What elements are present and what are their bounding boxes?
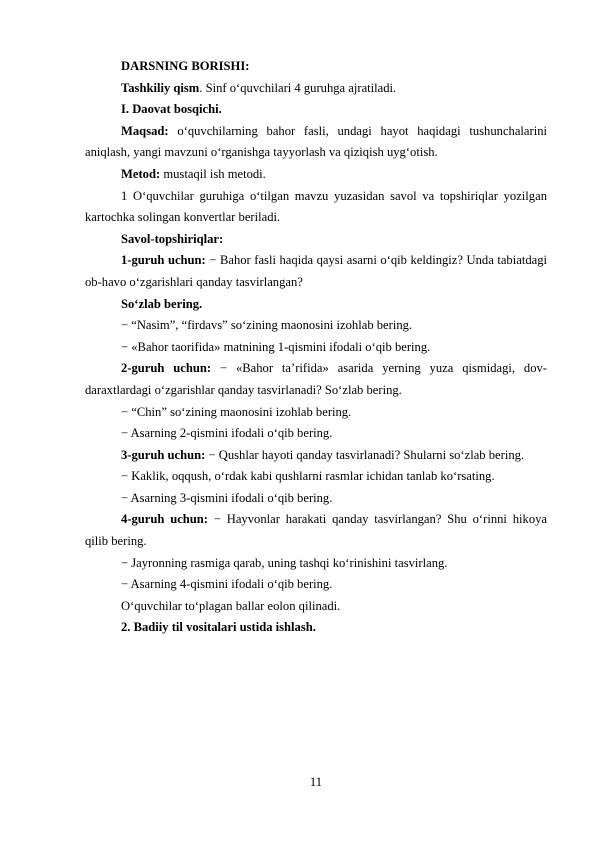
method-paragraph xyxy=(85,164,547,186)
stage2-heading: 2. Badiiy til vositalari ustida ishlash. xyxy=(121,620,316,635)
stage1-heading: I. Daovat bosqichi. xyxy=(121,102,222,117)
goal-text: o‘quvchilarning bahor fasli, undagi hayot haqidagi tushunchalarini aniqlash, yangi mavzuni o‘rganishga tayyorlash va qiziqish uyg‘otish. xyxy=(85,123,547,160)
explain-heading: So‘zlab bering. xyxy=(121,296,203,311)
group3-paragraph xyxy=(85,445,547,467)
group2-paragraph xyxy=(85,358,547,401)
group3-label: 3-guruh uchun: xyxy=(121,447,206,462)
page-number: 11 xyxy=(309,775,323,789)
group1-text: − Bahor fasli haqida qaysi asarni o‘qib keldingiz? Unda tabiatdagi ob-havo o‘zgarishlari qanday tasvirlangan? xyxy=(85,253,547,289)
method-text: mustaqil ish metodi. xyxy=(160,166,266,181)
lesson-heading: DARSNING BORISHI: xyxy=(121,59,250,73)
group3-text: − Qushlar hayoti qanday tasvirlanadi? Shularni so‘zlab bering. xyxy=(205,447,525,462)
org-paragraph xyxy=(85,78,547,100)
org-text: . Sinf o‘quvchilari 4 guruhga ajratiladi. xyxy=(199,80,397,95)
list-item: − “Chin” so‘zining maonosini izohlab bering. xyxy=(121,404,352,419)
list-item: − “Nasim”, “firdavs” so‘zining maonosini izohlab bering. xyxy=(121,318,413,333)
list-item: − «Bahor taorifida» matnining 1-qismini ifodali o‘qib bering. xyxy=(121,339,431,354)
document-body xyxy=(85,56,547,639)
group4-label: 4-guruh uchun: xyxy=(121,512,209,527)
list-item: − Jayronning rasmiga qarab, uning tashqi ko‘rinishini tasvirlang. xyxy=(121,555,448,570)
list-item: − Kaklik, oqqush, o‘rdak kabi qushlarni rasmlar ichidan tanlab ko‘rsating. xyxy=(121,469,495,484)
list-item: − Asarning 3-qismini ifodali o‘qib bering. xyxy=(121,490,333,505)
tasks-title: Savol-topshiriqlar: xyxy=(121,231,224,246)
goal-label: Maqsad: xyxy=(121,123,169,138)
list-item: − Asarning 2-qismini ifodali o‘qib bering. xyxy=(121,426,333,441)
group1-label: 1-guruh uchun: xyxy=(121,253,206,268)
goal-paragraph xyxy=(85,121,547,164)
group2-label: 2-guruh uchun: xyxy=(121,361,212,376)
group4-paragraph xyxy=(85,509,547,552)
method-label: Metod: xyxy=(121,166,161,181)
score-paragraph: O‘quvchilar to‘plagan ballar eolon qilinadi. xyxy=(121,598,341,613)
list-item: − Asarning 4-qismini ifodali o‘qib bering. xyxy=(121,577,333,592)
group2-text: − «Bahor ta’rifida» asarida yerning yuza qismidagi, dov-daraxtlardagi o‘zgarishlar qanday tasvirlanadi? So‘zlab bering. xyxy=(85,361,547,397)
group4-text: − Hayvonlar harakati qanday tasvirlangan? Shu o‘rinni hikoya qilib bering. xyxy=(85,512,548,549)
group1-paragraph xyxy=(85,250,547,293)
org-label: Tashkiliy qism xyxy=(121,80,200,95)
intro-paragraph: 1 O‘quvchilar guruhiga o‘tilgan mavzu yuzasidan savol va topshiriqlar yozilgan kartochka solingan konvertlar beriladi. xyxy=(85,188,547,225)
